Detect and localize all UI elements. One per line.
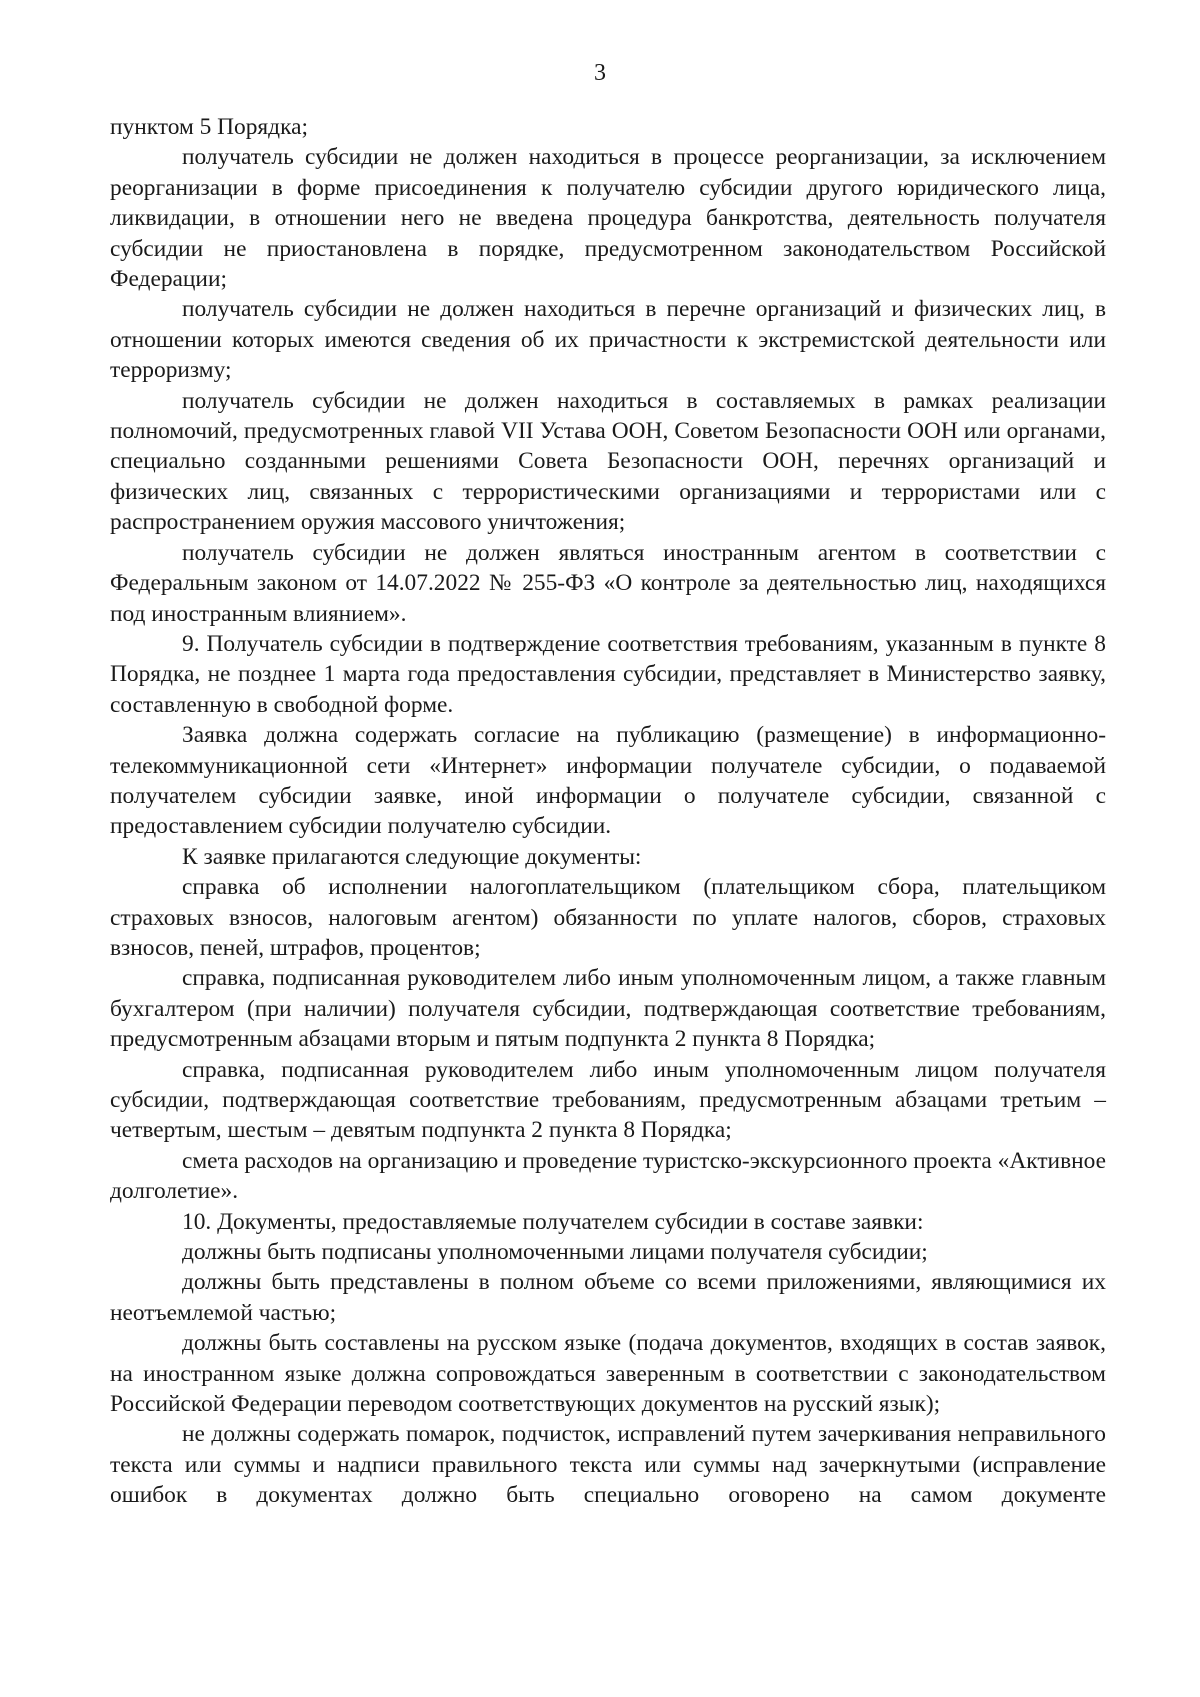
paragraph-continuation: пунктом 5 Порядка; xyxy=(110,114,308,140)
paragraph: справка, подписанная руководителем либо иным уполномоченным лицом, а также главным бухгалтером (при наличии) получателя субсидии, подтверждающая соответствие требованиям, предусмотренным абзацами вторым и пятым подпункта 2 пункта 8 Порядка; xyxy=(110,965,1106,1053)
paragraph: не должны содержать помарок, подчисток, исправлений путем зачеркивания неправильного текста или суммы и надписи правильного текста или суммы над зачеркнутыми (исправление ошибок в документах должно быть специально оговорено на самом документе xyxy=(110,1421,1106,1509)
paragraph: получатель субсидии не должен являться иностранным агентом в соответствии с Федеральным законом от 14.07.2022 № 255-ФЗ «О контроле за деятельностью лиц, находящихся под иностранным влиянием». xyxy=(110,539,1106,627)
paragraph: К заявке прилагаются следующие документы: xyxy=(182,843,642,870)
document-body xyxy=(110,112,1106,1511)
paragraph-clause-9: 9. Получатель субсидии в подтверждение соответствия требованиям, указанным в пункте 8 Порядка, не позднее 1 марта года предоставления субсидии, представляет в Министерство заявку, составленную в свободной форме. xyxy=(110,630,1106,718)
paragraph: должны быть представлены в полном объеме со всеми приложениями, являющимися их неотъемлемой частью; xyxy=(110,1269,1106,1326)
paragraph: справка, подписанная руководителем либо иным уполномоченным лицом получателя субсидии, подтверждающая соответствие требованиям, предусмотренным абзацами третьим – четвертым, шестым – девятым подпункта 2 пункта 8 Порядка; xyxy=(110,1056,1106,1144)
paragraph: должны быть составлены на русском языке (подача документов, входящих в состав заявок, на иностранном языке должна сопровождаться заверенным в соответствии с законодательством Российской Федерации переводом соответствующих документов на русский язык); xyxy=(110,1330,1106,1418)
paragraph: получатель субсидии не должен находиться в перечне организаций и физических лиц, в отношении которых имеются сведения об их причастности к экстремистской деятельности или терроризму; xyxy=(110,296,1106,384)
paragraph: должны быть подписаны уполномоченными лицами получателя субсидии; xyxy=(182,1239,928,1266)
paragraph: смета расходов на организацию и проведение туристско-экскурсионного проекта «Активное долголетие». xyxy=(110,1147,1106,1205)
paragraph: получатель субсидии не должен находиться в процессе реорганизации, за исключением реорганизации в форме присоединения к получателю субсидии другого юридического лица, ликвидации, в отношении него не введена процедура банкротства, деятельность получателя субсидии не приостановлена в порядке, предусмотренном законодательством Российской Федерации; xyxy=(110,144,1106,293)
page-number: 3 xyxy=(594,60,606,86)
paragraph: справка об исполнении налогоплательщиком (плательщиком сбора, плательщиком страховых взносов, налоговым агентом) обязанности по уплате налогов, сборов, страховых взносов, пеней, штрафов, процентов; xyxy=(110,874,1106,961)
paragraph: получатель субсидии не должен находиться в составляемых в рамках реализации полномочий, предусмотренных главой VII Устава ООН, Советом Безопасности ООН или органами, специально созданными решениями Совета Безопасности ООН, перечнях организаций и физических лиц, связанных с террористическими организациями и террористами или с распространением оружия массового уничтожения; xyxy=(110,387,1106,536)
paragraph-clause-10: 10. Документы, предоставляемые получателем субсидии в составе заявки: xyxy=(182,1208,924,1235)
paragraph: Заявка должна содержать согласие на публикацию (размещение) в информационно-телекоммуникационной сети «Интернет» информации получателе субсидии, о подаваемой получателем субсидии заявке, иной информации о получателе субсидии, связанной с предоставлением субсидии получателю субсидии. xyxy=(110,722,1106,840)
